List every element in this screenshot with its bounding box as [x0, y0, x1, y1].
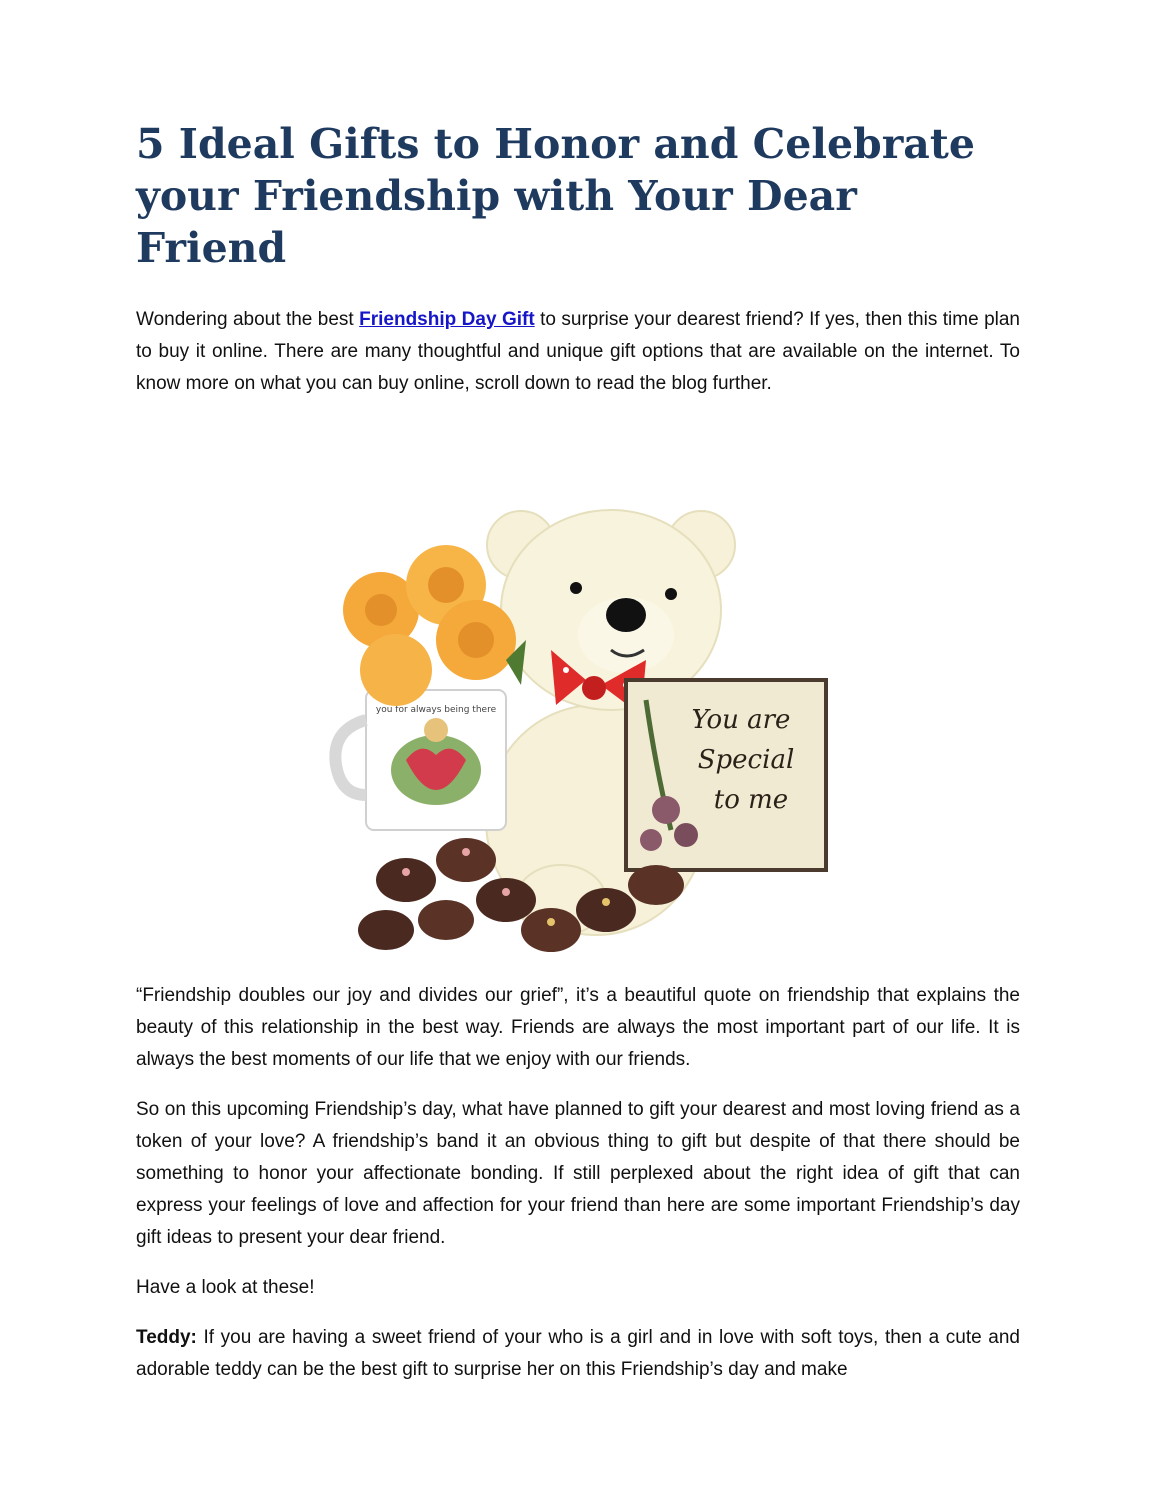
mug-text: you for always being there: [375, 705, 497, 715]
card-line-2: Special: [697, 745, 795, 775]
document-page: [136, 118, 1020, 1404]
teddy-label: Teddy:: [136, 1327, 197, 1348]
mug: [335, 690, 506, 830]
quote-paragraph: “Friendship doubles our joy and divides our grief”, it’s a beautiful quote on friendship that explains the beauty of this relationship in the best way. Friends are always the most important part of our life. It is always the best moments of our life that we enjoy with our friends.: [136, 985, 1020, 1070]
teddy-text: If you are having a sweet friend of your who is a girl and in love with soft toys, then a cute and adorable teddy can be the best gift to surprise her on this Friendship’s day and make: [136, 1327, 1020, 1380]
gift-image: [136, 490, 1020, 960]
card-line-3: to me: [713, 785, 789, 815]
intro-text-after: to surprise your dearest friend? If yes, then this time plan to buy it online. There are many thoughtful and unique gift options that are available on the internet. To know more on what you can buy online, scroll down to read the blog further.: [136, 309, 1020, 394]
gift-ideas-paragraph: So on this upcoming Friendship’s day, what have planned to gift your dearest and most loving friend as a token of your love? A friendship’s band it an obvious thing to gift but despite of that there should be something to honor your affectionate bonding. If still perplexed about the right idea of gift that can express your feelings of love and affection for your friend than here are some important Friendship’s day gift ideas to present your dear friend.: [136, 1099, 1020, 1248]
intro-paragraph: [136, 304, 1020, 400]
teddy-paragraph: [136, 1322, 1020, 1386]
card-line-1: You are: [691, 705, 791, 735]
special-card: [626, 680, 826, 870]
look-paragraph: Have a look at these!: [136, 1277, 315, 1298]
friendship-day-gift-link[interactable]: Friendship Day Gift: [359, 309, 535, 330]
intro-text-before: Wondering about the best: [136, 309, 360, 330]
page-title: 5 Ideal Gifts to Honor and Celebrate your Friendship with Your Dear Friend: [136, 120, 975, 272]
gift-illustration: [326, 490, 846, 960]
